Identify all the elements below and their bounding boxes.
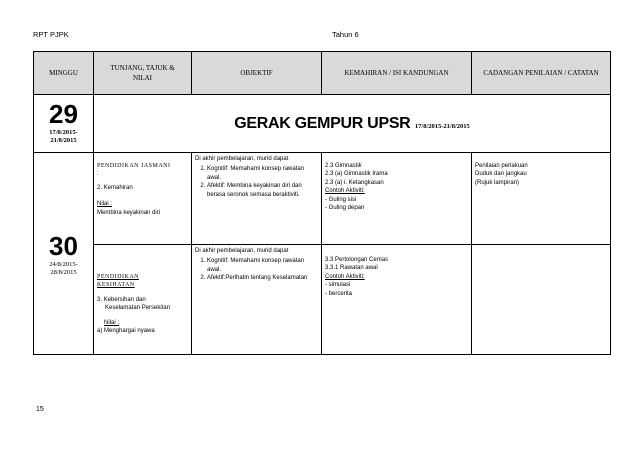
tajuk-kebersihan: 3. Kebersihan dan [97,296,146,303]
cadangan-line: Duduk dan jangkau [475,171,527,178]
tajuk-kemahiran: 2. Kemahiran [97,184,133,191]
week-29-number: 29 [49,99,78,129]
header-year-label: Tahun 6 [332,30,359,39]
contoh-aktiviti-item: - Guling depan [325,205,365,212]
tunjang-kesihatan-cell [94,245,192,355]
week-30-row-jasmani [34,153,611,245]
header-objektif: OBJEKTIF [192,52,322,95]
week-30-date: 24/8/2015- 28/8/2015 [49,260,78,276]
kemahiran-line: 2.3 (a) Gimnastik Irama [325,171,388,178]
week-30-row-kesihatan [34,245,611,355]
gerak-gempur-title: GERAK GEMPUR UPSR [234,114,411,132]
kemahiran-jasmani-cell [322,153,472,245]
week-30-cell [34,153,94,355]
objektif-intro: Di akhir pembelajaran, murid dapat [195,248,289,254]
cadangan-line: (Rujuk lampiran) [475,179,520,186]
contoh-aktiviti-item: - simulasi [325,282,351,289]
contoh-aktiviti-label: Contoh Aktiviti: [325,188,365,195]
contoh-aktiviti-label: Contoh Aktiviti: [325,273,365,280]
week-29-date: 17/8/2015- 21/8/2015 [49,129,78,144]
kemahiran-line: 2.3 Gimnastik [325,163,362,169]
objektif-jasmani-cell [192,153,322,245]
header-tunjang: TUNJANG, TAJUK & NILAI [94,52,192,95]
header-kemahiran: KEMAHIRAN / ISI KANDUNGAN [322,52,472,95]
tunjang-jasmani-cell [94,153,192,245]
objektif-item: 2. Afektif:Perihatin tentang Keselamatan [207,274,318,282]
tunjang-kesihatan-title: PENDIDIKAN KESIHATAN [97,274,139,289]
week-29-cell [34,95,94,153]
cadangan-kesihatan-cell [472,245,611,355]
nilai-value: a) Menghargai nyawa [97,328,155,335]
gerak-gempur-date: 17/8/2015-21/8/2015 [414,122,470,130]
table-header-row [34,52,611,95]
kemahiran-kesihatan-cell [322,245,472,355]
page-number: 15 [36,406,44,413]
contoh-aktiviti-item: - bercerita [325,290,353,297]
header-minggu: MINGGU [34,52,94,95]
kemahiran-line: 2.3 (a) i. Ketangkasan [325,179,384,186]
kemahiran-line: 3.3 Pertolongan Cemas [325,257,389,263]
tunjang-jasmani-colon: : [97,171,99,178]
objektif-list [195,257,318,282]
cadangan-jasmani-cell [472,153,611,245]
nilai-value: Membina keyakinan diri [97,209,161,216]
gerak-gempur-banner [94,95,611,153]
tajuk-keselamatan: Keselamatan Persekitan [105,305,171,312]
week-30-number: 30 [49,230,78,261]
header-rpt-label: RPT PJPK [33,30,69,39]
nilai-label: Nilai : [97,201,113,208]
kemahiran-line: 3.3.1 Rawatan awal [325,265,378,272]
objektif-kesihatan-cell [192,245,322,355]
contoh-aktiviti-item: - Guling sisi [325,196,357,203]
objektif-item: 1. Kognitif: Memahami konsep rawatan awal. [207,165,318,182]
objektif-item: 1. Kognitif: Memahami konsep rawatan awal. [207,257,318,274]
nilai-label: Nilai : [104,319,120,326]
lesson-plan-table [33,51,611,355]
objektif-intro: Di akhir pembelajaran, murid dapat [195,156,289,162]
objektif-item: 2. Afektif: Membina keyakinan diri dan berasa seronok semasa beraktiviti. [207,182,318,199]
week-29-row [34,95,611,153]
tunjang-jasmani-title: PENDIDIKAN JASMANI [97,163,171,169]
cadangan-line: Penilaian perlakuan [475,163,528,169]
objektif-list [195,165,318,199]
header-cadangan: CADANGAN PENILAIAN / CATATAN [472,52,611,95]
